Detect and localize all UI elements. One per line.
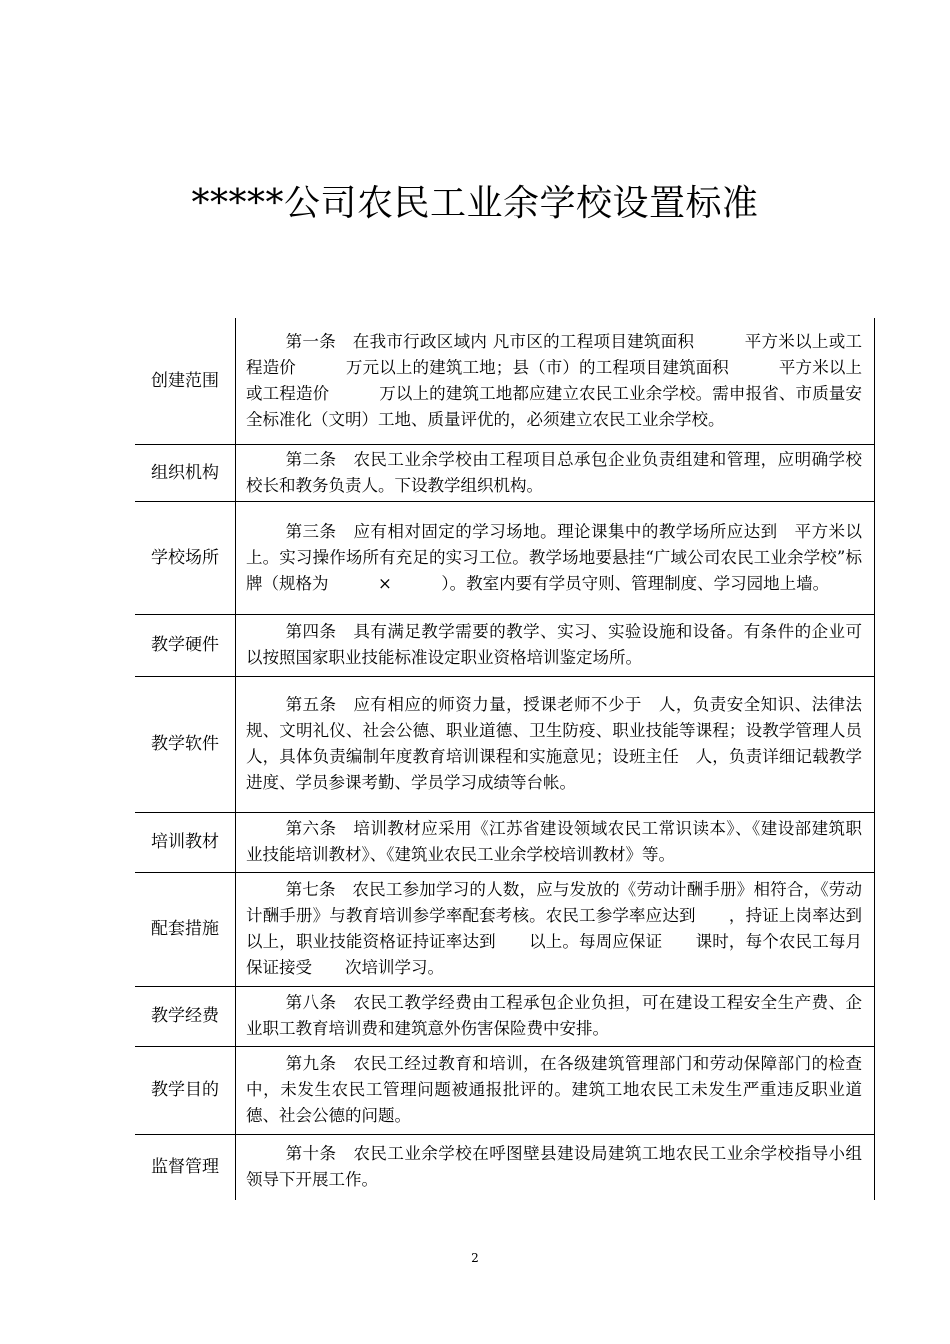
row-category: 创建范围 xyxy=(135,318,236,444)
row-category: 教学目的 xyxy=(135,1046,236,1134)
row-category: 组织机构 xyxy=(135,444,236,501)
row-content xyxy=(236,318,875,444)
table-row xyxy=(135,614,875,676)
row-category: 监督管理 xyxy=(135,1134,236,1200)
row-category: 教学软件 xyxy=(135,676,236,812)
row-category: 教学经费 xyxy=(135,986,236,1046)
table-row xyxy=(135,812,875,872)
row-content xyxy=(236,501,875,614)
article-text: 第七条 农民工参加学习的人数，应与发放的《劳动计酬手册》相符合，《劳动计酬手册》与教育培训参学率配套考核。农民工参学率应达到 ，持证上岗率达到 以上，职业技能资格证持证率达到 以上。每周应保证 课时，每个农民工每月保证接受 次培训学习。 xyxy=(246,880,895,977)
row-content xyxy=(236,1134,875,1200)
standards-table xyxy=(135,318,895,1200)
article-text: 第四条 具有满足教学需要的教学、实习、实验设施和设备。有条件的企业可以按照国家职业技能标准设定职业资格培训鉴定场所。 xyxy=(246,622,862,667)
table-row xyxy=(135,872,875,986)
article-text: 第八条 农民工教学经费由工程承包企业负担，可在建设工程安全生产费、企业职工教育培训费和建筑意外伤害保险费中安排。 xyxy=(246,993,862,1038)
article-text: 第五条 应有相应的师资力量，授课老师不少于 人，负责安全知识、法律法规、文明礼仪、社会公德、职业道德、卫生防疫、职业技能等课程；设教学管理人员 人，具体负责编制年度教育培训课程和实施意见；设班主任 人，负责详细记载教学进度、学员参课考勤、学员学习成绩等台帐。 xyxy=(246,695,879,792)
table-row xyxy=(135,676,875,812)
row-content xyxy=(236,444,875,501)
article-text: 第二条 农民工业余学校由工程项目总承包企业负责组建和管理，应明确学校校长和教务负责人。下设教学组织机构。 xyxy=(246,449,862,495)
article-text: 第六条 培训教材应采用《江苏省建设领域农民工常识读本》、《建设部建筑职业技能培训教材》、《建筑业农民工业余学校培训教材》等。 xyxy=(246,819,862,864)
row-category: 配套措施 xyxy=(135,872,236,986)
table-row xyxy=(135,986,875,1046)
page-number: 2 xyxy=(471,1251,479,1265)
article-text: 第九条 农民工经过教育和培训，在各级建筑管理部门和劳动保障部门的检查中，未发生农民工管理问题被通报批评的。建筑工地农民工未发生严重违反职业道德、社会公德的问题。 xyxy=(246,1054,862,1125)
article-text: 第十条 农民工业余学校在呼图壁县建设局建筑工地农民工业余学校指导小组领导下开展工作。 xyxy=(246,1144,862,1190)
table-row xyxy=(135,1134,875,1200)
table-row xyxy=(135,318,875,444)
row-content xyxy=(236,1046,875,1134)
row-content xyxy=(236,986,875,1046)
row-content xyxy=(236,614,875,676)
row-content xyxy=(236,676,879,812)
article-text: 第三条 应有相对固定的学习场地。理论课集中的教学场所应达到 平方米以上。实习操作场所有充足的实习工位。教学场地要悬挂“广域公司农民工业余学校”标牌（规格为 × ）。教室内要有学员守则、管理制度、学习园地上墙。 xyxy=(246,521,862,593)
table-row xyxy=(135,501,875,614)
article-text: 第一条 在我市行政区域内 凡市区的工程项目建筑面积 平方米以上或工程造价 万元以上的建筑工地；县（市）的工程项目建筑面积 平方米以上或工程造价 万以上的建筑工地都应建立农民工业余学校。需申报省、市质量安全标准化（文明）工地、质量评优的，必须建立农民工业余学校。 xyxy=(246,331,862,429)
row-content xyxy=(236,872,895,986)
row-category: 教学硬件 xyxy=(135,614,236,676)
row-content xyxy=(236,812,875,872)
row-category: 学校场所 xyxy=(135,501,236,614)
row-category: 培训教材 xyxy=(135,812,236,872)
table-row xyxy=(135,1046,875,1134)
table-row xyxy=(135,444,875,501)
document-title: *****公司农民工业余学校设置标准 xyxy=(191,183,759,224)
